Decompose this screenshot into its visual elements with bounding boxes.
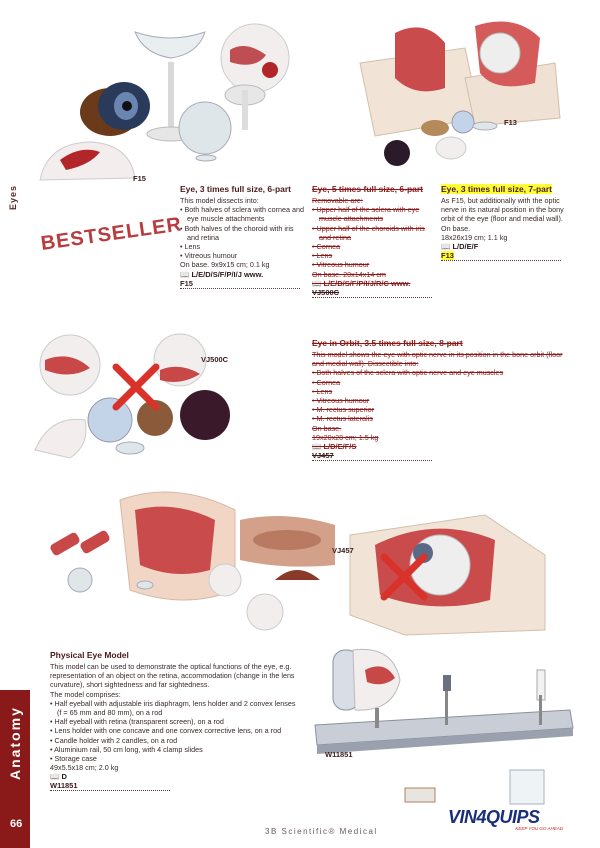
w11851-languages-text: D <box>61 772 67 782</box>
vj500c-image-code: VJ500C <box>201 355 229 364</box>
f15-product-image <box>30 10 300 185</box>
vj457-desc: This model shows the eye with optic nerve in its position in the bone orbit (floor and medial wall). Dissectible into: <box>312 350 563 369</box>
w11851-item: • Candle holder with 2 candles, on a rod <box>50 736 300 745</box>
f13-spec: 18x26x19 cm; 1.1 kg <box>441 232 508 242</box>
w11851-image-code: W11851 <box>325 750 353 759</box>
vj500c-spec: On base. 20x14x14 cm <box>312 269 386 279</box>
w11851-spec: 49x5.5x18 cm; 2.0 kg <box>50 763 119 773</box>
vj457-item-list <box>312 368 567 423</box>
vj500c-intro: Removable are: <box>312 196 363 205</box>
vj500c-title: Eye, 5 times full size, 6-part <box>312 184 424 194</box>
bestseller-stamp <box>36 210 184 256</box>
f15-spec: On base. 9x9x15 cm; 0.1 kg <box>180 260 270 270</box>
book-icon: 📖 <box>50 772 60 782</box>
vj457-product-image <box>345 495 550 640</box>
vj500c-description <box>312 184 436 298</box>
f15-title: Eye, 3 times full size, 6-part <box>180 184 292 194</box>
vj500c-item: • Cornea <box>312 242 436 251</box>
w11851-languages <box>50 772 300 781</box>
vj457-item: • Cornea <box>312 378 567 387</box>
f13-languages <box>441 242 565 251</box>
f13-languages-text: L/D/E/F <box>452 242 479 252</box>
vj457-languages-text: L/D/E/F/S <box>323 442 357 452</box>
w11851-title: Physical Eye Model <box>50 650 129 660</box>
f15-item-list <box>180 205 304 260</box>
book-icon: 📖 <box>180 269 190 279</box>
svg-text:BESTSELLER: BESTSELLER <box>39 213 184 255</box>
w11851-code: W11851 <box>50 781 170 791</box>
f15-item: • Vitreous humour <box>180 251 304 260</box>
vj500c-item: • Lens <box>312 251 436 260</box>
logo-text: VIN4QUIPS <box>448 807 540 827</box>
f13-product-image <box>355 8 565 178</box>
f15-code: F15 <box>180 279 300 289</box>
vj457-item: • Both halves of the sclera with optic nerve and eye muscles <box>312 368 567 377</box>
f13-code: F13 <box>441 251 454 261</box>
vj500c-item: • Upper half of the choroids with iris and retina <box>312 224 436 242</box>
vj457-code: VJ457 <box>312 451 432 461</box>
vin4quips-logo <box>448 808 563 831</box>
w11851-item: • Lens holder with one concave and one convex corrective lens, on a rod <box>50 726 300 735</box>
orbit-parts-image <box>35 480 340 635</box>
vj457-spec-2: 19x20x28 cm; 1.5 kg <box>312 432 379 442</box>
vj457-item: • M. rectus lateralis <box>312 414 567 423</box>
vj500c-languages <box>312 279 436 288</box>
footer-brand: 3B Scientific® Medical <box>265 827 378 836</box>
book-icon: 📖 <box>441 242 451 252</box>
w11851-item: • Half eyeball with retina (transparent screen), on a rod <box>50 717 300 726</box>
vj500c-code: VJ500C <box>312 288 432 298</box>
f15-item: • Lens <box>180 242 304 251</box>
vj457-image-code: VJ457 <box>332 546 354 555</box>
f15-description <box>180 184 304 289</box>
vj457-languages <box>312 442 567 451</box>
f15-languages-text: L/E/D/S/F/P/I/J www. <box>191 269 264 279</box>
w11851-product-image <box>305 640 580 805</box>
f13-desc: As F15, but additionally with the optic nerve in its natural position in the bony orbit of the eye (floor and medial wall). On base. <box>441 196 564 233</box>
w11851-comprises: The model comprises: <box>50 689 121 699</box>
f15-languages <box>180 270 304 279</box>
vj500c-item: • Upper half of the sclera with eye muscle attachments <box>312 205 436 223</box>
side-label: Anatomy <box>7 706 23 780</box>
vj457-item: • M. rectus superior <box>312 405 567 414</box>
vj457-item: • Vitreous humour <box>312 396 567 405</box>
w11851-item: • Half eyeball with adjustable iris diaphragm, lens holder and 2 convex lenses (f = 65 mm and 80 mm), on a rod <box>50 699 300 717</box>
logo-tagline: KEEP YOU GO AHEAD <box>515 826 563 831</box>
f13-image-code: F13 <box>504 118 517 127</box>
w11851-item: • Storage case <box>50 754 300 763</box>
section-label: Eyes <box>8 184 18 210</box>
f13-description <box>441 184 565 261</box>
page-number: 66 <box>10 818 23 830</box>
w11851-item-list <box>50 699 300 763</box>
discontinued-x-icon <box>380 553 428 601</box>
vj457-item: • Lens <box>312 387 567 396</box>
f15-item: • Both halves of the choroid with iris and retina <box>180 224 304 242</box>
f15-image-code: F15 <box>133 174 146 183</box>
w11851-desc: This model can be used to demonstrate the optical functions of the eye, e.g. representation of an object on the retina, accommodation (change in the lens curvature), short sightedness and far sightedness. <box>50 662 295 690</box>
vj457-description <box>312 338 567 461</box>
vj500c-item: • Vitreous humour <box>312 260 436 269</box>
vj457-title: Eye in Orbit, 3.5 times full size, 8-part <box>312 338 463 348</box>
discontinued-x-icon <box>112 363 160 411</box>
w11851-description <box>50 650 300 791</box>
vj500c-languages-text: L/E/D/S/F/P/I/J/R/C www. <box>323 278 411 288</box>
book-icon: 📖 <box>312 278 322 288</box>
vj457-spec-1: On base. <box>312 423 342 433</box>
vj500c-item-list <box>312 205 436 269</box>
book-icon: 📖 <box>312 442 322 452</box>
f13-title: Eye, 3 times full size, 7-part <box>441 184 553 194</box>
f15-intro: This model dissects into: <box>180 196 259 205</box>
w11851-item: • Aluminium rail, 50 cm long, with 4 clamp slides <box>50 745 300 754</box>
f15-item: • Both halves of sclera with cornea and eye muscle attachments <box>180 205 304 223</box>
